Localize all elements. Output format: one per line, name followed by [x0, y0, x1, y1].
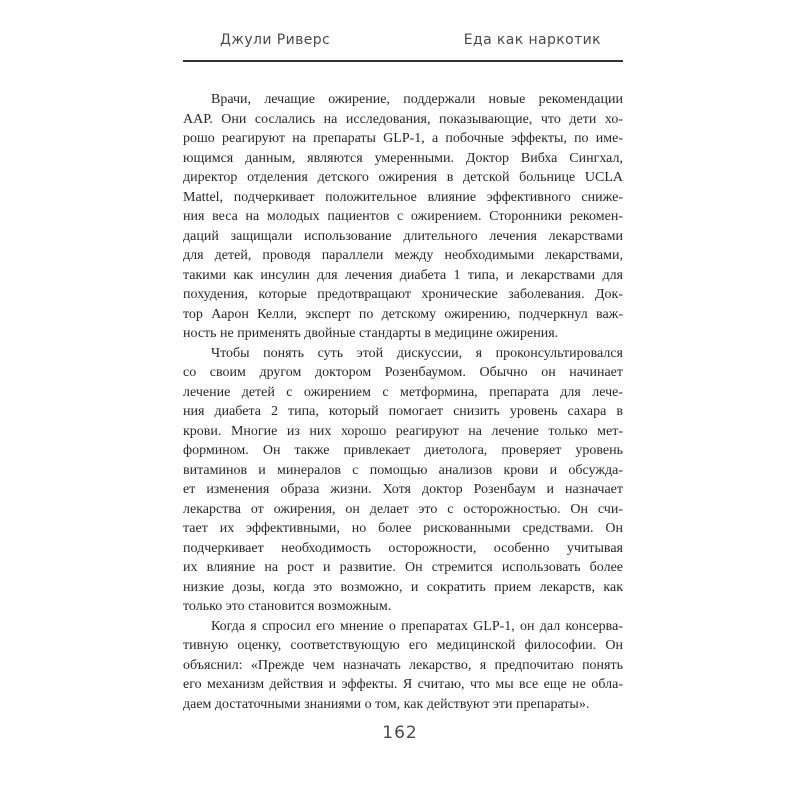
- text-line: со своим другом доктором Розенбаумом. Обычно он начинает: [183, 365, 623, 380]
- text-line: такими как инсулин для лечения диабета 1 типа, и лекарствами для: [183, 267, 623, 283]
- text-line: ния диабета 2 типа, который помогает снизить уровень сахара в: [183, 404, 623, 419]
- running-header: [183, 31, 623, 49]
- text-line: Mattel, подчеркивает положительное влияние эффективного сниже-: [183, 189, 623, 205]
- text-line: тает их эффективными, но более рискованными средствами. Он: [183, 521, 623, 536]
- text-line: его механизм действия и эффекты. Я считаю, что мы все еще не обла-: [183, 677, 623, 692]
- text-line: Врачи, лечащие ожирение, поддержали новые рекомендации: [211, 92, 623, 107]
- text-line: крови. Многие из них хорошо реагируют на лечение только мет-: [183, 423, 623, 439]
- text-line: похудения, которые предотвращают хронические заболевания. Док-: [183, 287, 623, 302]
- text-line: витаминов и минералов с помощью анализов крови и обсужда-: [183, 462, 623, 478]
- text-line: ААР. Они сослались на исследования, показывающие, что дети хо-: [183, 111, 623, 127]
- text-line: тивную оценку, соответствующую его медицинской философии. Он: [183, 638, 623, 653]
- text-line: даций защищали использование длительного лечения лекарствами: [183, 228, 623, 244]
- text-line: Когда я спросил его мнение о препаратах GLP-1, он дал консерва-: [211, 618, 623, 634]
- text-line: лекарства от ожирения, он делает это с осторожностью. Он счи-: [183, 501, 623, 517]
- header-rule: [183, 60, 623, 62]
- text-line: подчеркивает необходимость осторожности, особенно учитывая: [183, 540, 623, 556]
- text-column: [183, 31, 623, 714]
- text-line: низкие дозы, когда это возможно, и сократить прием лекарств, как: [183, 579, 623, 595]
- text-line: для детей, проводя параллели между необходимыми лекарствами,: [183, 248, 623, 263]
- page-number: 162: [382, 723, 418, 743]
- text-line: ет изменения образа жизни. Хотя доктор Розенбаум и назначает: [183, 482, 623, 497]
- header-book-title: Еда как наркотик: [463, 32, 601, 48]
- header-author: Джули Риверс: [220, 32, 331, 48]
- text-line: их влияние на рост и развитие. Он стремится использовать более: [183, 560, 623, 575]
- text-line: только это становится возможным.: [183, 599, 392, 614]
- text-line: рошо реагируют на препараты GLP-1, а побочные эффекты, по име-: [183, 131, 623, 146]
- text-line: ность не применять двойные стандарты в медицине ожирения.: [183, 326, 559, 341]
- text-line: даем достаточными знаниями о том, как действуют эти препараты».: [183, 696, 590, 712]
- text-line: директор отделения детского ожирения в детской больнице UCLA: [183, 170, 623, 185]
- text-line: тор Аарон Келли, эксперт по детскому ожирению, подчеркнул важ-: [183, 306, 623, 322]
- text-line: ющимся данным, являются умеренными. Доктор Вибха Сингхал,: [183, 150, 623, 166]
- text-line: лечение детей с ожирением с метформина, препарата для лече-: [183, 384, 623, 400]
- text-line: ния веса на молодых пациентов с ожирением. Сторонники рекомен-: [183, 209, 623, 224]
- text-line: Чтобы понять суть этой дискуссии, я проконсультировался: [211, 345, 623, 361]
- text-line: объяснил: «Прежде чем назначать лекарство, я предпочитаю понять: [183, 657, 623, 673]
- text-line: формином. Он также привлекает диетолога, проверяет уровень: [183, 443, 623, 458]
- body-text: [183, 90, 623, 714]
